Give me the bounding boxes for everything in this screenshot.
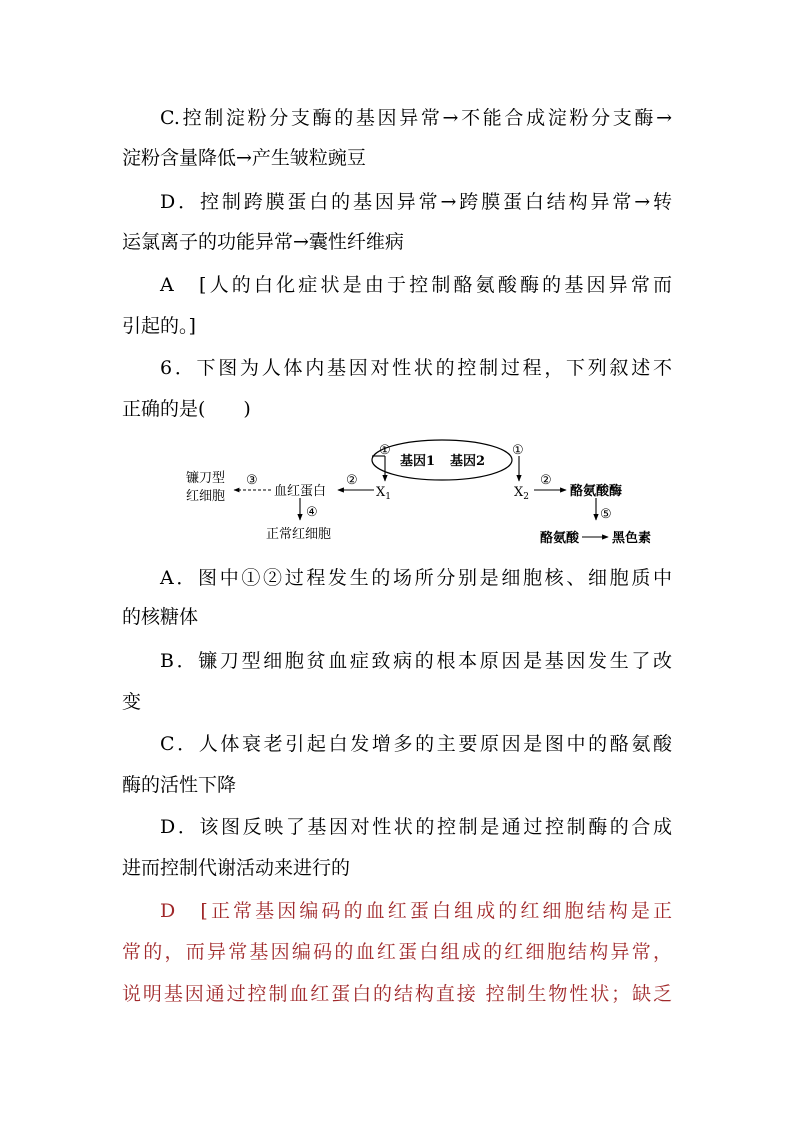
gene-ellipse xyxy=(372,440,512,480)
answer-6-line3: 说明基因通过控制血红蛋白的结构直接 控制生物性状；缺乏 xyxy=(122,983,672,1005)
step2-right-label: ② xyxy=(540,473,552,488)
option-b-line1: B．镰刀型细胞贫血症致病的根本原因是基因发生了改 xyxy=(160,650,672,672)
gene2-label: 基因2 xyxy=(450,454,486,469)
option-c-line1: C.控制淀粉分支酶的基因异常→不能合成淀粉分支酶→ xyxy=(160,107,672,129)
hemoglobin-label: 血红蛋白 xyxy=(274,484,327,499)
normal-rbc-label: 正常红细胞 xyxy=(266,527,332,542)
option-a-line1: A．图中①②过程发生的场所分别是细胞核、细胞质中 xyxy=(160,567,672,589)
question-6-line1: 6．下图为人体内基因对性状的控制过程，下列叙述不 xyxy=(160,357,672,379)
x1-label: $X_1$ xyxy=(376,485,391,502)
x2-label: $X_2$ xyxy=(514,485,529,502)
step3-label: ③ xyxy=(246,473,258,488)
option-d-line2: 运氯离子的功能异常→囊性纤维病 xyxy=(122,231,404,253)
answer-5-line1: A [人的白化症状是由于控制酪氨酸酶的基因异常而 xyxy=(160,274,672,296)
answer-5-line2: 引起的。] xyxy=(122,315,196,337)
melanin-label: 黑色素 xyxy=(612,531,652,546)
sickle-cell-line2: 红细胞 xyxy=(186,489,226,504)
answer-6-line1: D [正常基因编码的血红蛋白组成的红细胞结构是正 xyxy=(160,900,672,922)
step2-left-label: ② xyxy=(346,473,358,488)
step4-label: ④ xyxy=(306,505,318,520)
tyrosine-label: 酪氨酸 xyxy=(540,531,580,546)
sickle-cell-line1: 镰刀型 xyxy=(186,471,226,486)
gene-trait-diagram xyxy=(180,434,660,554)
option-d6-line2: 进而控制代谢活动来进行的 xyxy=(122,857,351,879)
question-6-line2: 正确的是( ) xyxy=(122,398,251,420)
option-c-line2: 淀粉含量降低→产生皱粒豌豆 xyxy=(122,147,366,169)
option-d6-line1: D．该图反映了基因对性状的控制是通过控制酶的合成 xyxy=(160,816,672,838)
option-c6-line2: 酶的活性下降 xyxy=(122,774,237,796)
option-a-line2: 的核糖体 xyxy=(122,606,199,628)
gene1-label: 基因1 xyxy=(400,454,436,469)
step1-right-label: ① xyxy=(512,443,524,458)
option-c6-line1: C．人体衰老引起白发增多的主要原因是图中的酪氨酸 xyxy=(160,733,672,755)
answer-6-line2: 常的，而异常基因编码的血红蛋白组成的红细胞结构异常， xyxy=(122,941,672,963)
step5-label: ⑤ xyxy=(600,507,612,522)
tyrosinase-label: 酪氨酸酶 xyxy=(570,484,623,499)
option-b-line2: 变 xyxy=(122,691,142,713)
step1-left-label: ① xyxy=(379,443,391,458)
option-d-line1: D．控制跨膜蛋白的基因异常→跨膜蛋白结构异常→转 xyxy=(160,191,672,213)
